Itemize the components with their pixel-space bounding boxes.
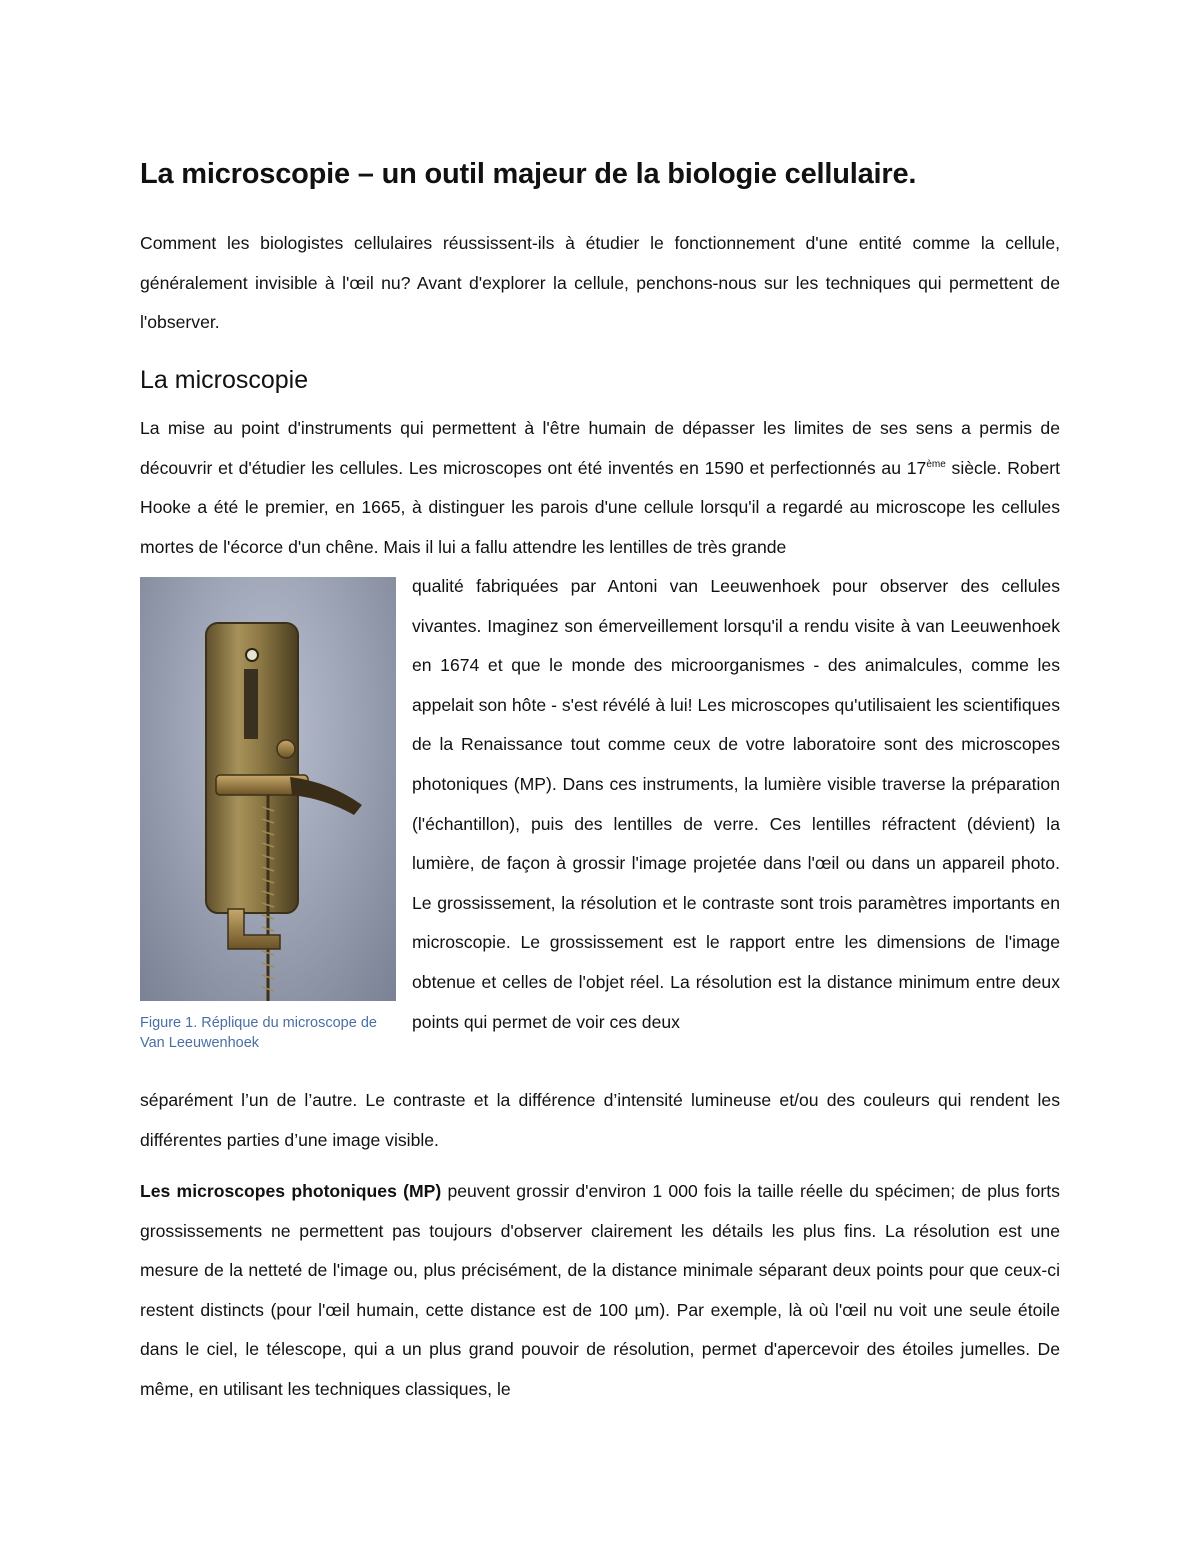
bold-term-mp: Les microscopes photoniques (MP)	[140, 1181, 442, 1201]
figure-caption: Figure 1. Réplique du microscope de Van Leeuwenhoek	[140, 1015, 377, 1051]
photonic-paragraph	[140, 1172, 1060, 1410]
photonic-text: peuvent grossir d'environ 1 000 fois la taille réelle du spécimen; de plus forts grossissements ne permettent pas toujours d'observer clairement les détails les plus fins. La résolution est une mesure de la netteté de l'image ou, plus précisément, de la distance minimale séparant deux points pour que ceux-ci restent distincts (pour l'œil humain, cette distance est de 100 µm). Par exemple, là où l'œil nu voit une seule étoile dans le ciel, le télescope, qui a un plus grand pouvoir de résolution, permet d'apercevoir des étoiles jumelles. De même, en utilisant les techniques classiques, le	[140, 1181, 1060, 1399]
page-title: La microscopie – un outil majeur de la biologie cellulaire.	[140, 158, 917, 190]
figure-microscope	[140, 577, 396, 1053]
history-text-b: siècle. Robert Hooke a été le premier, en 1665, à distinguer les parois d'une cellule lorsqu'il a regardé au microscope les cellules mortes de l'écorce d'un chêne. Mais il lui a fallu attendre les lentilles de très grande	[140, 457, 1061, 557]
microscope-replica-image	[140, 577, 396, 1001]
renaissance-paragraph: qualité fabriquées par Antoni van Leeuwenhoek pour observer des cellules vivantes. Imaginez son émerveillement lorsqu'il a rendu visite à van Leeuwenhoek en 1674 et que le monde des microorganismes - des animalcules, comme les appelait son hôte - s'est révélé à lui! Les microscopes qu'utilisaient les scientifiques de la Renaissance tout comme ceux de votre laboratoire sont des microscopes photoniques (MP). Dans ces instruments, la lumière visible traverse la préparation (l'échantillon), puis des lentilles de verre. Ces lentilles réfractent (dévient) la lumière, de façon à grossir l'image projetée dans l'œil ou dans un appareil photo. Le grossissement, la résolution et le contraste sont trois paramètres importants en microscopie. Le grossissement est le rapport entre les dimensions de l'image obtenue et celles de l'objet réel. La résolution est la distance minimum entre deux points qui permet de voir ces deux	[412, 576, 1060, 1032]
microscope-illustration	[140, 577, 396, 1001]
history-text-a: La mise au point d'instruments qui permettent à l'être humain de dépasser les limites de ses sens a permis de découvrir et d'étudier les cellules. Les microscopes ont été inventés en 1590 et perfectionnés au 17	[140, 418, 1060, 478]
section-heading: La microscopie	[140, 366, 309, 394]
intro-paragraph: Comment les biologistes cellulaires réussissent-ils à étudier le fonctionnement d'une entité comme la cellule, généralement invisible à l'œil nu? Avant d'explorer la cellule, penchons-nous sur les techniques qui permettent de l'observer.	[140, 233, 1060, 333]
superscript-eme: ème	[926, 458, 946, 470]
history-paragraph	[140, 409, 1060, 567]
contrast-paragraph: séparément l’un de l’autre. Le contraste et la différence d’intensité lumineuse et/ou des couleurs qui rendent les différentes parties d’une image visible.	[140, 1090, 1060, 1150]
